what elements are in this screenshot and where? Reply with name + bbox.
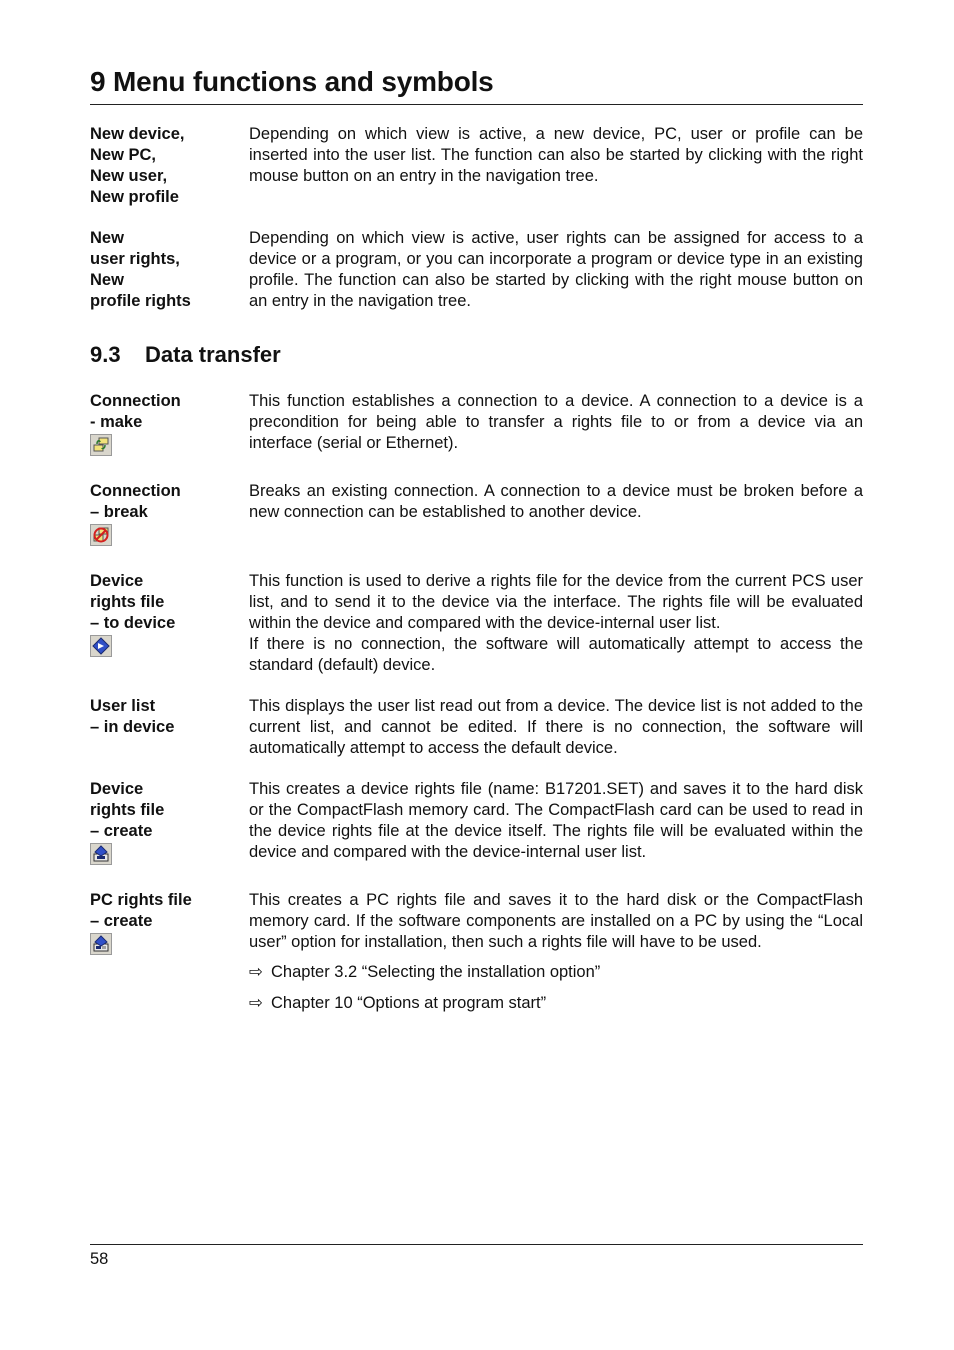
term-line: Connection bbox=[90, 482, 181, 500]
entry-description bbox=[249, 228, 863, 312]
term-line: New PC, bbox=[90, 146, 157, 164]
entry-description bbox=[249, 890, 863, 953]
term-line: New bbox=[90, 229, 124, 247]
term-line: New user, bbox=[90, 167, 168, 185]
term-line: User list bbox=[90, 697, 156, 715]
term-line: – create bbox=[90, 912, 153, 930]
entry-description bbox=[249, 391, 863, 454]
description-paragraph: If there is no connection, the software will automatically attempt to access the standard (default) device. bbox=[249, 635, 863, 674]
entry-term bbox=[90, 890, 240, 961]
description-paragraph: This creates a device rights file (name: B17201.SET) and saves it to the hard disk or the CompactFlash memory card. The CompactFlash card can be used to read in the device rights file at the device itself. The rights file will be evaluated within the device and compared with the device-internal user list. bbox=[249, 780, 863, 861]
section-title bbox=[90, 340, 281, 370]
entry-term bbox=[90, 124, 240, 208]
arrow-right-icon: ⇨ bbox=[249, 963, 263, 981]
entry-description bbox=[249, 481, 863, 523]
header-rule bbox=[90, 104, 863, 105]
entry-term bbox=[90, 696, 240, 738]
reference-text: Chapter 10 “Options at program start” bbox=[271, 994, 547, 1012]
section-title-text: Data transfer bbox=[145, 342, 281, 367]
entry-term bbox=[90, 481, 240, 552]
chapter-title: 9 Menu functions and symbols bbox=[90, 66, 494, 97]
entry-term bbox=[90, 571, 240, 663]
cross-reference[interactable] bbox=[249, 993, 546, 1014]
term-line: rights file bbox=[90, 801, 165, 819]
description-paragraph: This function is used to derive a rights file for the device from the current PCS user list, and to send it to the device via the interface. The rights file will be evaluated within the device and compared with the device-internal user list. bbox=[249, 572, 863, 632]
arrow-right-icon: ⇨ bbox=[249, 994, 263, 1012]
entry-term bbox=[90, 779, 240, 871]
entry-term bbox=[90, 228, 240, 312]
term-line: Device bbox=[90, 572, 144, 590]
connection-break-icon bbox=[90, 524, 112, 546]
term-line: Connection bbox=[90, 392, 181, 410]
page-number: 58 bbox=[90, 1250, 109, 1268]
description-paragraph: Depending on which view is active, a new device, PC, user or profile can be inserted into the user list. The function can also be started by clicking with the right mouse button on an entry in the navigation tree. bbox=[249, 125, 863, 185]
term-line: PC rights file bbox=[90, 891, 192, 909]
term-line: profile rights bbox=[90, 292, 191, 310]
term-line: – in device bbox=[90, 718, 175, 736]
description-paragraph: Depending on which view is active, user rights can be assigned for access to a device or a program, or you can incorporate a program or device type in an existing profile. The function can also be started by clicking with the right mouse button on an entry in the navigation tree. bbox=[249, 229, 863, 310]
term-line: - make bbox=[90, 413, 143, 431]
create-pc-rights-file-icon bbox=[90, 933, 112, 955]
term-line: rights file bbox=[90, 593, 165, 611]
term-line: – to device bbox=[90, 614, 176, 632]
entry-term bbox=[90, 391, 240, 462]
term-line: – break bbox=[90, 503, 148, 521]
cross-reference[interactable] bbox=[249, 962, 600, 983]
term-line: – create bbox=[90, 822, 153, 840]
description-paragraph: Breaks an existing connection. A connection to a device must be broken before a new connection can be established to another device. bbox=[249, 482, 863, 521]
section-number: 9.3 bbox=[90, 342, 121, 367]
entry-description bbox=[249, 571, 863, 676]
term-line: New bbox=[90, 271, 124, 289]
send-to-device-icon bbox=[90, 635, 112, 657]
entry-description bbox=[249, 124, 863, 187]
description-paragraph: This displays the user list read out from a device. The device list is not added to the current list, and cannot be edited. If there is no connection, the software will automatically attempt to access the default device. bbox=[249, 697, 863, 757]
footer-rule bbox=[90, 1244, 863, 1245]
term-line: Device bbox=[90, 780, 144, 798]
term-line: user rights, bbox=[90, 250, 180, 268]
create-device-rights-file-icon bbox=[90, 843, 112, 865]
term-line: New device, bbox=[90, 125, 185, 143]
connection-make-icon bbox=[90, 434, 112, 456]
description-paragraph: This function establishes a connection to a device. A connection to a device is a precondition for being able to transfer a rights file to or from a device via an interface (serial or Ethernet). bbox=[249, 392, 863, 452]
reference-text: Chapter 3.2 “Selecting the installation option” bbox=[271, 963, 601, 981]
description-paragraph: This creates a PC rights file and saves it to the hard disk or the CompactFlash memory card. If the software components are installed on a PC by using the “Local user” option for installation, then such a rights file will have to be used. bbox=[249, 891, 863, 951]
entry-description bbox=[249, 779, 863, 863]
entry-description bbox=[249, 696, 863, 759]
term-line: New profile bbox=[90, 188, 179, 206]
